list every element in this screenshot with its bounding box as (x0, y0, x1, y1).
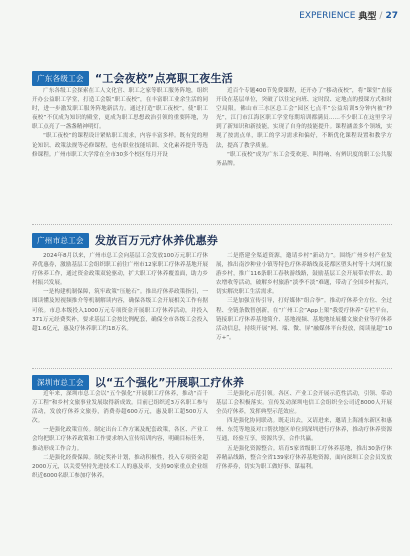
article-body (32, 390, 392, 481)
column-right (216, 390, 392, 481)
paragraph: 二是强化经费保障。制定奖补计划，推动积极性，投入专项资金超2000万元，以关爱坚持先进技术工人的惠及率，支持90家重点企业组织近6000名职工参加疗休养。 (32, 454, 208, 479)
separator: / (379, 10, 383, 21)
paragraph: 五是强化资源整合。培育5家省级职工疗休养基地，推出30条疗休养精品线路，整合全省139家疗休养基地资源，面向深圳工会会员发放疗休养券，切实为职工做好事、谋福利。 (216, 445, 392, 470)
paragraph: 二是搭建全渠道资源，邀请乡村“新动力”。围绕广州乡村产业发展，推出南沙种业小镇等特色疗休养路线及花都区塱头村等十大网红旅游乡村，推广116条职工春秋游线路，鼓励基层工会开展带农伴农、助农增收等活动，破解乡村旅游“淡季不淡”难题，带动了全国乡村振兴，切实解决职工生活需求。 (216, 253, 392, 296)
source-tag: 广州市总工会 (32, 233, 89, 248)
article-head (32, 232, 218, 248)
paragraph: 一是构建机制保障，筑牢政策“压舱石”。推出疗休养政策指引，一图读懂及短视频推介等机制解读内容，确保各级工会开展相关工作有据可依。市总本级投入1000万元专项资金开展职工疗休养活动，并投入371万元经费奖补，要求基层工会按比例配套，确保全市各级工会投入超1.6亿元，惠及疗休养职工约18万名。 (32, 289, 208, 332)
article-head (32, 70, 233, 86)
paragraph: 三是加强宣传引导，打好媒体“组合拳”。推动疗休养全方位、全过程、全链条数智创新，在“广州工会”App上架“我爱疗休养”专栏平台，链接职工疗休养基地简介、基地视频、基地地址展播文旅企业等疗休养活动信息，持续开展“网、端、微、屏”融媒体平台投放，阅读量超“10万+”。 (216, 298, 392, 341)
paragraph: 广东各级工会探索在工人文化宫、职工之家等职工服务阵地，组织开办公益职工学堂，打造工会版“职工夜校”，在丰富职工业余生活的同时，进一步激发职工服务阵地新活力。通过打造“职工夜校”，使“职工夜校”不仅成为知识的殿堂，更成为职工思想政治引领的重要阵地，为职工点亮了一盏盏精神明灯。 (32, 88, 208, 131)
paragraph: “职工夜校”成为广东工会受欢迎、叫得响、有辨识度的职工公共服务品牌。 (216, 151, 392, 167)
article-head (32, 374, 244, 390)
paragraph: 三是强化示范引领。各区、产业工会开展示范性活动，引领、带动基层工会积极落实。宣传发动深圳电信工会组织全公司近8000人开展全员疗休养，发挥典型示范效应。 (216, 391, 392, 416)
paragraph: 一是强化政策宣传。制定出台工作方案及配套政策，各区、产业工会均把职工疗休养政策和工作要求纳入宣传培训内容，明确目标任务，推动形成工作合力。 (32, 427, 208, 452)
paragraph: 近年来，深圳市总工会以“五个强化”开展职工疗休养，推动“百千万工程”和乡村文旅事业发展取得新成效。目前已组织近3万名职工参与活动，发放疗休养文旅券，消费券超600万元，惠及职工超500万人次。 (32, 391, 208, 425)
column-left (32, 87, 208, 169)
paragraph: 近百个专题400节免费课程，还开办了“移动夜校”，将“课堂”直接开设在基层单位，突破了以往定向班、定时段、定地点的授课方式和时空局限。佛山市三水区总工会“园区七点半”公益培训5分钟内被“秒光”，江门市江海区职工学堂每期培训都满员……不少职工在这里学习到了新知识和新技能，实现了自身的技能提升。课程涵盖多个领域，实现了按需点单，职工的学习需求和偏好，不断优化课程设置和教学方法，提高了教学质量。 (216, 88, 392, 149)
divider (32, 368, 392, 369)
paragraph: 四是强化协同联动。既走出去，又请进来，邀请上海浦东新区和惠州、东莞等地及对口帮扶地区单位到深圳进行疗休养，推动疗休养资源互通，经验互享，资源共享，合作共赢。 (216, 418, 392, 443)
source-tag: 广东各级工会 (32, 71, 89, 86)
column-right (216, 252, 392, 343)
page-header (299, 9, 398, 22)
column-left (32, 252, 208, 343)
section-label: EXPERIENCE (299, 10, 356, 21)
article-title: “工会夜校”点亮职工夜生活 (94, 72, 233, 85)
article-body (32, 252, 392, 343)
column-left (32, 390, 208, 481)
page-number: 27 (385, 10, 398, 21)
paragraph: “职工夜校”的课程设计紧贴职工需求，内容丰富多样。既有党的理论知识、政策法规等必修课程，也有职业技能培训、文化素养提升等选修课程。广州市职工大学常在全市30多个校区每月开设 (32, 133, 208, 158)
paragraph: 2024年8月以来，广州市总工会向基层工会发放100万元职工疗休养优惠券，激励基层工会组织职工前往广州市12家职工疗休养基地开展疗休养工作，通过资金政策双轮驱动，扩大职工疗休养覆盖面，助力乡村振兴发展。 (32, 253, 208, 287)
article-title: 以“五个强化”开展职工疗休养 (94, 376, 245, 389)
issue-label: 典型 (358, 12, 377, 22)
divider (32, 224, 392, 225)
column-right (216, 87, 392, 169)
article-body (32, 87, 392, 169)
source-tag: 深圳市总工会 (32, 375, 89, 390)
article-title: 发放百万元疗休养优惠券 (94, 234, 219, 247)
